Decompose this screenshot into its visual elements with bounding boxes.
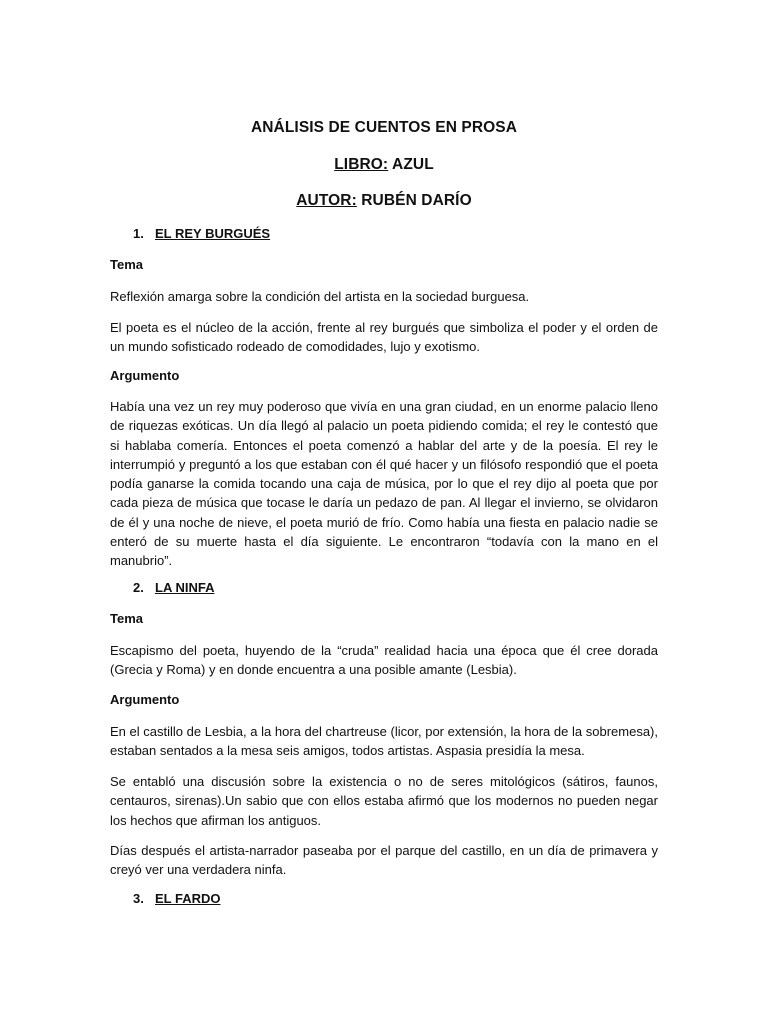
paragraph: Reflexión amarga sobre la condición del artista en la sociedad burguesa. (110, 289, 530, 304)
author-label: AUTOR: (296, 192, 357, 209)
document-title (0, 119, 768, 137)
section-title: LA NINFA (155, 580, 215, 595)
author-line (0, 192, 768, 210)
argumento-label: Argumento (110, 692, 180, 707)
section-number: 3. (133, 891, 144, 906)
paragraph: Había una vez un rey muy poderoso que vivía en una gran ciudad, en un enorme palacio lleno de riquezas exóticas. Un día llegó al palacio un poeta pidiendo comida; el rey le contestó que si hablaba comería. Entonces el poeta comenzó a hablar del arte y de la poesía. El rey le interrumpió y preguntó a los que estaban con él qué hacer y un filósofo respondió que el poeta podía ganarse la comida tocando una caja de música, por lo que el rey dijo al poeta que por cada pieza de música que tocase le daría un pedazo de pan. Al llegar el invierno, se olvidaron de él y una noche de nieve, el poeta murió de frío. Como había una fiesta en palacio nadie se enteró de su muerte hasta el día siguiente. Le encontraron “todavía con la mano en el manubrio”. (110, 399, 658, 569)
section-title: EL REY BURGUÉS (155, 226, 271, 241)
paragraph: Se entabló una discusión sobre la existencia o no de seres mitológicos (sátiros, faunos, centauros, sirenas).Un sabio que con ellos estaba afirmó que los modernos no pueden negar los hechos que afirman los antiguos. (110, 774, 658, 828)
section-number: 2. (133, 580, 144, 595)
section-heading-1 (133, 226, 270, 241)
paragraph: Escapismo del poeta, huyendo de la “cruda” realidad hacia una época que él cree dorada (Grecia y Roma) y en donde encuentra a una posible amante (Lesbia). (110, 643, 658, 678)
section-heading-3 (133, 891, 221, 906)
book-value: AZUL (388, 156, 434, 173)
argumento-label: Argumento (110, 368, 180, 383)
paragraph: El poeta es el núcleo de la acción, frente al rey burgués que simboliza el poder y el orden de un mundo sofisticado rodeado de comodidades, lujo y exotismo. (110, 320, 658, 355)
book-label: LIBRO: (334, 156, 389, 173)
paragraph: En el castillo de Lesbia, a la hora del chartreuse (licor, por extensión, la hora de la sobremesa), estaban sentados a la mesa seis amigos, todos artistas. Aspasia presidía la mesa. (110, 724, 658, 759)
book-line (0, 156, 768, 174)
tema-label: Tema (110, 611, 143, 626)
paragraph: Días después el artista-narrador paseaba por el parque del castillo, en un día de primavera y creyó ver una verdadera ninfa. (110, 843, 658, 878)
section-number: 1. (133, 226, 144, 241)
section-title: EL FARDO (155, 891, 221, 906)
author-value: RUBÉN DARÍO (356, 192, 472, 209)
section-heading-2 (133, 580, 214, 595)
document-title-text: ANÁLISIS DE CUENTOS EN PROSA (250, 119, 518, 136)
tema-label: Tema (110, 257, 143, 272)
